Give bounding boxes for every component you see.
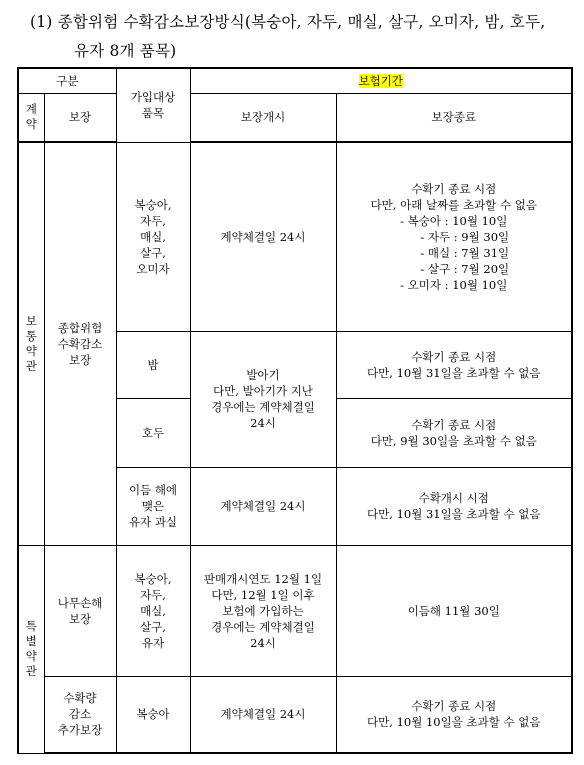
header-coverage: 보장 bbox=[44, 93, 116, 142]
header-target-items: 가입대상 품목 bbox=[116, 68, 190, 142]
basic-row4-end: 수확개시 시점 다만, 10월 31일을 초과할 수 없음 bbox=[336, 467, 572, 545]
basic-coverage: 종합위험 수확감소 보장 bbox=[44, 142, 116, 545]
header-period-label: 보험기간 bbox=[358, 73, 403, 88]
special-contract-label: 특 별 약 관 bbox=[18, 545, 44, 753]
basic-row2-end: 수확기 종료 시점 다만, 10월 31일을 초과할 수 없음 bbox=[336, 331, 572, 398]
special-row2-start: 계약체결일 24시 bbox=[190, 676, 336, 753]
header-end: 보장종료 bbox=[336, 93, 572, 142]
header-contract: 계 약 bbox=[18, 93, 44, 142]
insurance-period-table bbox=[17, 67, 573, 754]
special-row1-items: 복숭아, 자두, 매실, 살구, 유자 bbox=[116, 545, 190, 676]
basic-row1-items: 복숭아, 자두, 매실, 살구, 오미자 bbox=[116, 142, 190, 331]
basic-row2-items: 밤 bbox=[116, 331, 190, 398]
basic-row4-start: 계약체결일 24시 bbox=[190, 467, 336, 545]
special-row1-end: 이듬해 11월 30일 bbox=[336, 545, 572, 676]
basic-row3-end: 수확기 종료 시점 다만, 9월 30일을 초과할 수 없음 bbox=[336, 398, 572, 467]
basic-row3-items: 호두 bbox=[116, 398, 190, 467]
special-row2-coverage: 수확량 감소 추가보장 bbox=[44, 676, 116, 753]
special-row1-coverage: 나무손해 보장 bbox=[44, 545, 116, 676]
heading-line-2: 유자 8개 품목) bbox=[74, 42, 177, 60]
basic-row4-items: 이듬 해에 맺은 유자 과실 bbox=[116, 467, 190, 545]
heading-line-1: (1) 종합위험 수확감소보장방식(복숭아, 자두, 매실, 살구, 오미자, 밤, 호두, bbox=[30, 13, 546, 31]
special-row2-items: 복숭아 bbox=[116, 676, 190, 753]
section-heading bbox=[30, 8, 575, 66]
basic-row2-start: 발아기 다만, 발아기가 지난 경우에는 계약체결일 24시 bbox=[190, 331, 336, 467]
header-period bbox=[190, 68, 572, 93]
special-row2-end: 수확기 종료 시점 다만, 10월 10일을 초과할 수 없음 bbox=[336, 676, 572, 753]
special-row1-start: 판매개시연도 12월 1일 다만, 12월 1일 이후 보험에 가입하는 경우에는 계약체결일 24시 bbox=[190, 545, 336, 676]
basic-row1-start: 계약체결일 24시 bbox=[190, 142, 336, 331]
basic-row1-end: 수확기 종료 시점 다만, 아래 날짜를 초과할 수 없음 - 복숭아 : 10월 10일 - 자두 : 9월 30일 - 매실 : 7월 31일 - 살구 : 7월 20일 - 오미자 : 10월 10일 bbox=[336, 142, 572, 331]
header-gubun: 구분 bbox=[18, 68, 116, 93]
basic-contract-label: 보 통 약 관 bbox=[18, 142, 44, 545]
header-start: 보장개시 bbox=[190, 93, 336, 142]
